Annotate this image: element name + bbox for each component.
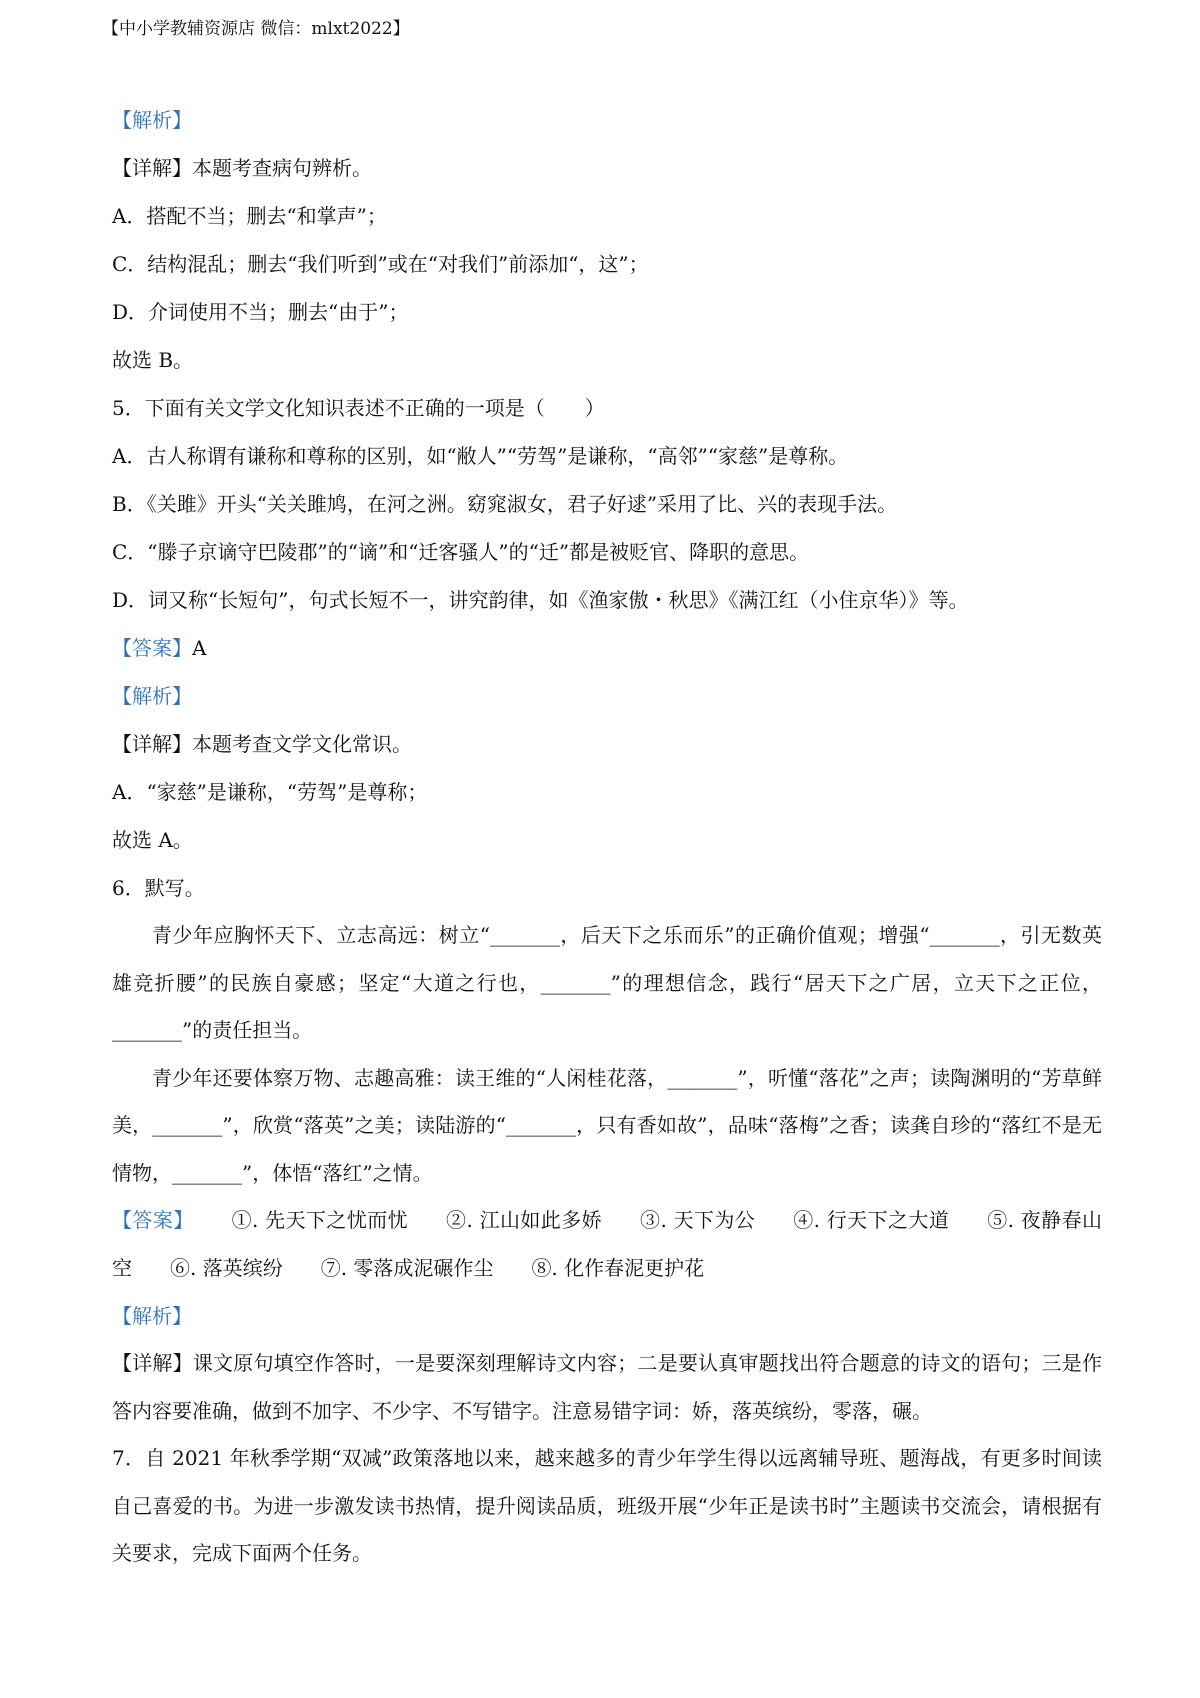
answer-item: ①. 先天下之忧而忧 [231, 1208, 409, 1232]
detail-paragraph [112, 1340, 1102, 1435]
conclusion-line: 故选 A。 [112, 828, 193, 852]
detail-line [112, 144, 1102, 192]
question-7-stem: 7．自 2021 年秋季学期“双减”政策落地以来，越来越多的青少年学生得以远离辅导班、题海战，有更多时间读自己喜爱的书。为进一步激发读书热情，提升阅读品质，班级开展“少年正是读书时”主题读书交流会，请根据有关要求，完成下面两个任务。 [112, 1446, 1102, 1565]
option-c: C．“滕子京谪守巴陵郡”的“谪”和“迁客骚人”的“迁”都是被贬官、降职的意思。 [112, 540, 810, 564]
answer-item: ⑦. 零落成泥碾作尘 [320, 1255, 494, 1280]
detail-tag: 【详解】 [112, 732, 192, 756]
explanation-line: D．介词使用不当；删去“由于”； [112, 300, 409, 324]
answer-value: A [192, 636, 207, 660]
option-a: A．古人称谓有谦称和尊称的区别，如“敝人”“劳驾”是谦称，“高邻”“家慈”是尊称。 [112, 444, 849, 468]
analysis-label: 【解析】 [112, 108, 192, 132]
detail-text: 本题考查文学文化常识。 [192, 732, 412, 756]
answer-line [112, 624, 1102, 672]
answer-item: ⑥. 落英缤纷 [170, 1255, 283, 1280]
detail-line [112, 720, 1102, 768]
analysis-label: 【解析】 [112, 684, 192, 708]
question-6-stem: 6．默写。 [112, 876, 205, 900]
answer-label: 【答案】 [112, 636, 192, 660]
detail-text: 本题考查病句辨析。 [192, 156, 372, 180]
explanation-line: A．“家慈”是谦称，“劳驾”是尊称； [112, 780, 428, 804]
question-5-stem: 5．下面有关文学文化知识表述不正确的一项是（ ） [112, 396, 605, 420]
answer-item: ⑤. 夜静春山空 [112, 1208, 1102, 1280]
analysis-label: 【解析】 [112, 1304, 192, 1328]
fill-in-paragraph-2: 青少年还要体察万物、志趣高雅：读王维的“人闲桂花落，_______”，听懂“落花”之声；读陶渊明的“芳草鲜美，_______”，欣赏“落英”之美；读陆游的“_______，只有香如故”，品味“落梅”之香；读龚自珍的“落红不是无情物，_______”，体悟“落红”之情。 [112, 1065, 1102, 1185]
explanation-line: C．结构混乱；删去“我们听到”或在“对我们”前添加“，这”； [112, 252, 649, 276]
fill-in-paragraph-1: 青少年应胸怀天下、立志高远：树立“_______，后天下之乐而乐”的正确价值观；增强“_______，引无数英雄竞折腰”的民族自豪感；坚定“大道之行也，_______”的理想信念，践行“居天下之广居，立天下之正位，_______”的责任担当。 [112, 923, 1102, 1042]
explanation-line: A．搭配不当；删去“和掌声”； [112, 204, 387, 228]
page-header: 【中小学教辅资源店 微信：mlxt2022】 [102, 19, 410, 39]
answer-item: ②. 江山如此多娇 [446, 1208, 603, 1232]
answer-label: 【答案】 [112, 1208, 194, 1232]
detail-tag: 【详解】 [112, 156, 192, 180]
answer-item: ⑧. 化作春泥更护花 [531, 1255, 705, 1280]
document-body [112, 96, 1102, 1578]
answer-item: ③. 天下为公 [640, 1208, 756, 1232]
conclusion-line: 故选 B。 [112, 348, 194, 372]
answer-list [112, 1197, 1102, 1292]
detail-text: 课文原句填空作答时，一是要深刻理解诗文内容；二是要认真审题找出符合题意的诗文的语句；三是作答内容要准确，做到不加字、不少字、不写错字。注意易错字词：娇，落英缤纷，零落，碾。 [112, 1351, 1103, 1423]
option-b: B．《关雎》开头“关关雎鸠，在河之洲。窈窕淑女，君子好逑”采用了比、兴的表现手法。 [112, 492, 898, 516]
option-d: D．词又称“长短句”，句式长短不一，讲究韵律，如《渔家傲・秋思》《满江红（小住京华）》等。 [112, 588, 969, 612]
detail-tag: 【详解】 [112, 1351, 193, 1375]
answer-item: ④. 行天下之大道 [793, 1208, 950, 1232]
